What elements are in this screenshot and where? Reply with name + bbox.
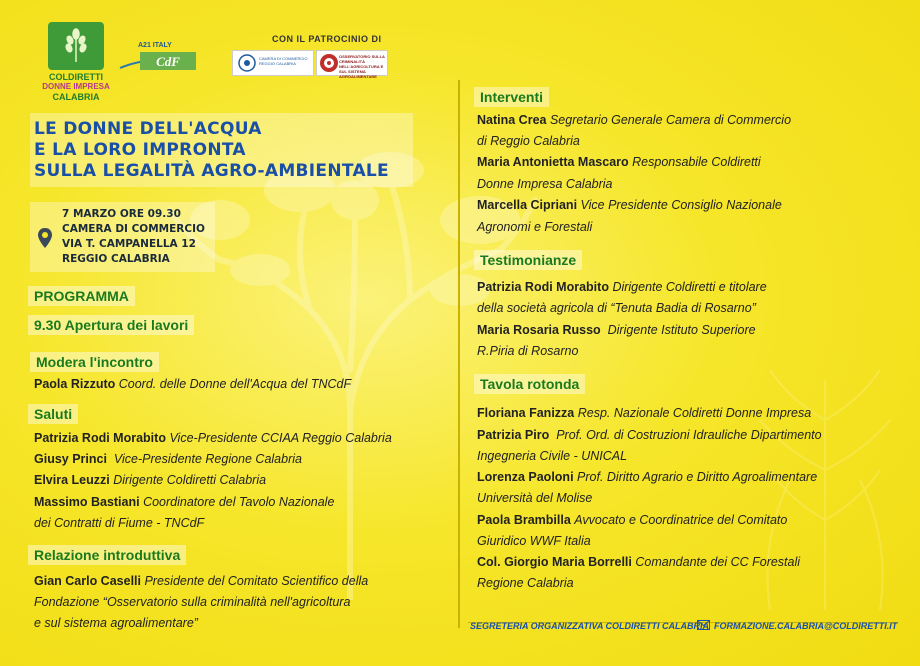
column-divider: [458, 88, 460, 628]
testimony-entry-cont: R.Piria di Rosarno: [477, 344, 579, 358]
secretariat-label: SEGRETERIA ORGANIZZATIVA COLDIRETTI CALABRIA: [470, 621, 709, 631]
panel-entry-cont: Ingegneria Civile - UNICAL: [477, 449, 628, 463]
testimony-entry: Patrizia Rodi Morabito Dirigente Coldiretti e titolare: [477, 280, 767, 294]
title-line-2: E LA LORO IMPRONTA: [34, 140, 246, 160]
speaker-entry-cont: Agronomi e Forestali: [477, 220, 593, 234]
title-line-1: LE DONNE DELL'ACQUA: [34, 119, 262, 139]
intro-entry: Gian Carlo Caselli Presidente del Comitato Scientifico della: [34, 574, 369, 588]
testimonianze-heading: Testimonianze: [474, 250, 582, 270]
coldiretti-region: CALABRIA: [52, 92, 100, 102]
osservatorio-logo-text: OSSERVATORIO SULLA CRIMINALITÀ NELL'AGRICOLTURA E SUL SISTEMA AGROALIMENTARE: [339, 54, 385, 79]
cdf-logo-text: CdF: [156, 54, 180, 69]
camera-logo-text: CAMERA DI COMMERCIO REGGIO CALABRIA: [259, 56, 308, 66]
event-street: VIA T. CAMPANELLA 12: [62, 238, 196, 250]
speaker-entry-cont: Donne Impresa Calabria: [477, 177, 613, 191]
panel-entry: Paola Brambilla Avvocato e Coordinatrice del Comitato: [477, 513, 788, 527]
panel-entry: Col. Giorgio Maria Borrelli Comandante dei CC Forestali: [477, 555, 801, 569]
panel-entry: Patrizia Piro Prof. Ord. di Costruzioni Idrauliche Dipartimento: [477, 428, 822, 442]
panel-entry-cont: Giuridico WWF Italia: [477, 534, 591, 548]
interventi-heading: Interventi: [474, 87, 549, 107]
intro-heading: Relazione introduttiva: [28, 545, 186, 565]
osservatorio-logo: [316, 50, 388, 79]
greeting-entry: Patrizia Rodi Morabito Vice-Presidente CCIAA Reggio Calabria: [34, 431, 392, 445]
intro-entry-cont: e sul sistema agroalimentare”: [34, 616, 198, 630]
camera-commercio-logo: [232, 50, 314, 76]
event-date: 7 MARZO ORE 09.30: [62, 208, 181, 220]
location-pin-icon: [37, 227, 53, 249]
tavola-heading: Tavola rotonda: [474, 374, 585, 394]
programma-heading: PROGRAMMA: [28, 286, 135, 306]
greeting-entry-cont: dei Contratti di Fiume - TNCdF: [34, 516, 205, 530]
speaker-entry: Marcella Cipriani Vice Presidente Consiglio Nazionale: [477, 198, 782, 212]
mail-icon: [697, 620, 710, 630]
a21-italy-label: A21 ITALY: [138, 42, 172, 49]
speaker-entry: Maria Antonietta Mascaro Responsabile Coldiretti: [477, 155, 761, 169]
event-city: REGGIO CALABRIA: [62, 253, 170, 265]
intro-entry-cont: Fondazione “Osservatorio sulla criminalità nell'agricoltura: [34, 595, 351, 609]
greeting-entry: Giusy Princi Vice-Presidente Regione Calabria: [34, 452, 302, 466]
coldiretti-logo-icon: [48, 22, 104, 70]
panel-entry-cont: Università del Molise: [477, 491, 593, 505]
speaker-entry-cont: di Reggio Calabria: [477, 134, 580, 148]
osservatorio-emblem-icon: [318, 52, 340, 74]
panel-entry-cont: Regione Calabria: [477, 576, 574, 590]
camera-emblem-icon: [235, 51, 259, 75]
panel-entry: Floriana Fanizza Resp. Nazionale Coldiretti Donne Impresa: [477, 406, 812, 420]
title-line-3: SULLA LEGALITÀ AGRO-AMBIENTALE: [34, 161, 389, 181]
speaker-entry: Natina Crea Segretario Generale Camera di Commercio: [477, 113, 792, 127]
event-venue: CAMERA DI COMMERCIO: [62, 223, 205, 235]
moderator-heading: Modera l'incontro: [30, 352, 159, 372]
moderator-entry: Paola Rizzuto Coord. delle Donne dell'Acqua del TNCdF: [34, 377, 352, 391]
coldiretti-name: COLDIRETTI: [49, 72, 103, 82]
patronage-label: CON IL PATROCINIO DI: [272, 34, 382, 44]
greeting-entry: Elvira Leuzzi Dirigente Coldiretti Calabria: [34, 473, 267, 487]
column-divider-top: [458, 80, 460, 88]
opening-time: 9.30 Apertura dei lavori: [28, 315, 194, 335]
wheat-watermark-icon: [750, 360, 900, 620]
testimony-entry: Maria Rosaria Russo Dirigente Istituto Superiore: [477, 323, 756, 337]
cdf-logo-icon: [118, 50, 198, 72]
greetings-heading: Saluti: [28, 404, 78, 424]
testimony-entry-cont: della società agricola di “Tenuta Badia di Rosarno”: [477, 301, 756, 315]
contact-email-link[interactable]: FORMAZIONE.CALABRIA@COLDIRETTI.IT: [714, 621, 898, 631]
greeting-entry: Massimo Bastiani Coordinatore del Tavolo Nazionale: [34, 495, 335, 509]
panel-entry: Lorenza Paoloni Prof. Diritto Agrario e Diritto Agroalimentare: [477, 470, 818, 484]
coldiretti-subtitle: DONNE IMPRESA: [42, 82, 110, 91]
